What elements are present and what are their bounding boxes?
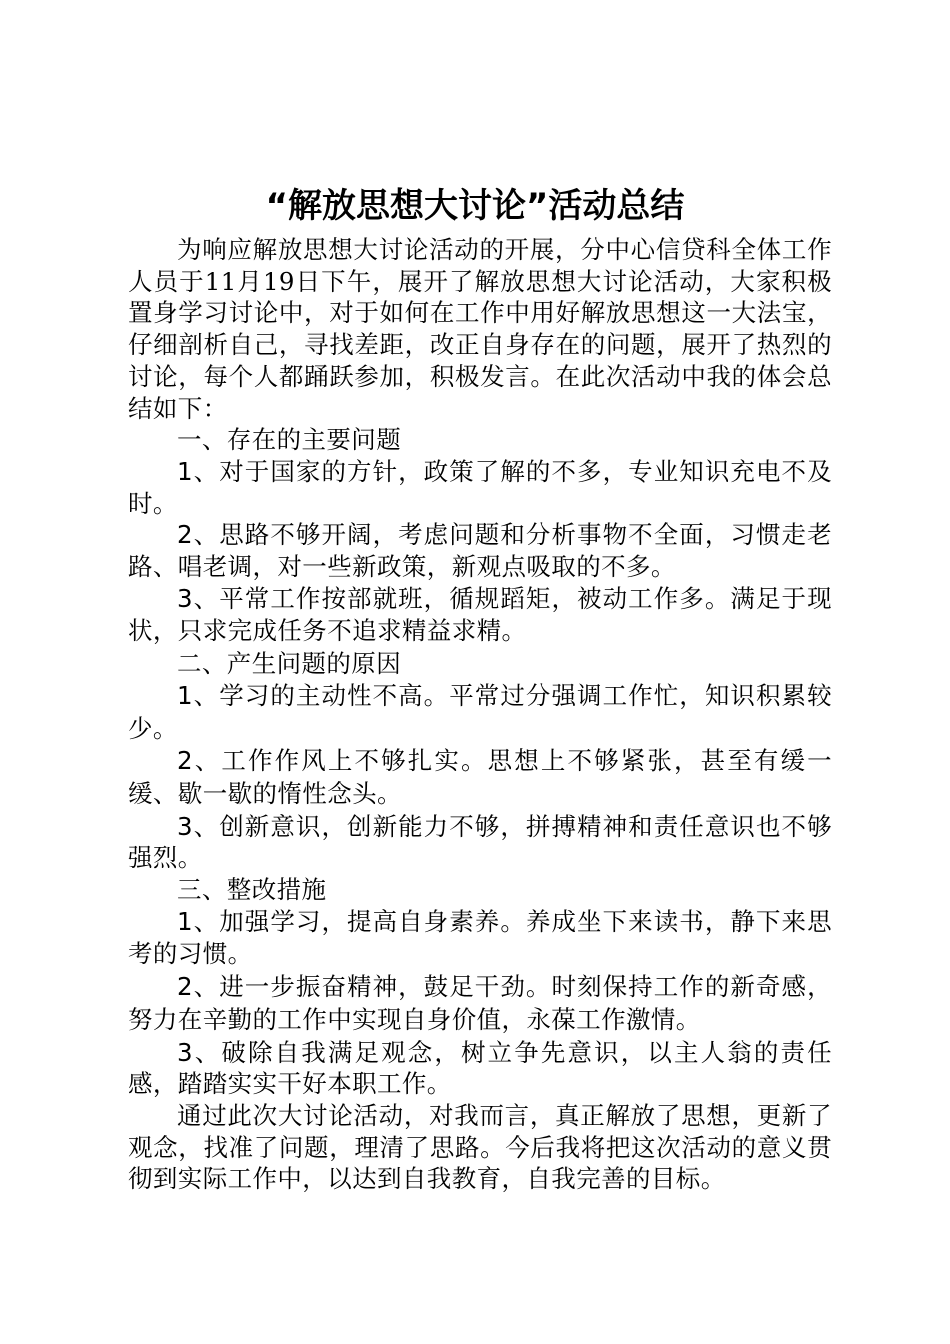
measure-item-1-lead: 1、加强学习，提高自身素养。 [177, 906, 526, 936]
cause-item-2-rest: 思想上不够紧张，甚至有缓一缓、歇一歇的惰性念头。 [128, 746, 832, 808]
measure-item-1 [128, 906, 832, 971]
cause-item-3: 3、创新意识，创新能力不够，拼搏精神和责任意识也不够强烈。 [128, 811, 832, 873]
conclusion-paragraph: 通过此次大讨论活动，对我而言，真正解放了思想，更新了观念，找准了问题，理清了思路。今后我将把这次活动的意义贯彻到实际工作中，以达到自我教育，自我完善的目标。 [128, 1100, 832, 1194]
problem-item-1: 1、对于国家的方针，政策了解的不多，专业知识充电不及时。 [128, 456, 832, 518]
problem-item-3 [128, 583, 832, 648]
measure-item-2-lead: 2、进一步振奋精神，鼓足干劲。 [177, 972, 552, 1002]
document-body [128, 234, 832, 1195]
cause-item-2 [128, 745, 832, 810]
section-heading-problems: 一、存在的主要问题 [177, 425, 402, 455]
intro-paragraph: 为响应解放思想大讨论活动的开展，分中心信贷科全体工作人员于11月19日下午，展开了解放思想大讨论活动，大家积极置身学习讨论中，对于如何在工作中用好解放思想这一大法宝，仔细剖析自己，寻找差距，改正自身存在的问题，展开了热烈的讨论，每个人都踊跃参加，积极发言。在此次活动中我的体会总结如下： [128, 235, 832, 423]
document-title: “解放思想大讨论”活动总结 [265, 186, 685, 226]
section-heading-measures: 三、整改措施 [177, 875, 327, 905]
cause-item-1-lead: 1、学习的主动性不高。 [177, 680, 450, 710]
measure-item-3: 3、破除自我满足观念，树立争先意识，以主人翁的责任感，踏踏实实干好本职工作。 [128, 1037, 832, 1099]
section-heading-causes: 二、产生问题的原因 [177, 649, 402, 679]
measure-item-2 [128, 971, 832, 1036]
cause-item-1 [128, 680, 832, 745]
measure-item-1-rest: 养成坐下来读书，静下来思考的习惯。 [128, 906, 832, 969]
cause-item-1-rest: 平常过分强调工作忙，知识积累较少。 [128, 680, 832, 743]
problem-item-3-lead: 3、平常工作按部就班，循规蹈矩，被动工作多。 [177, 583, 731, 613]
cause-item-2-lead: 2、工作作风上不够扎实。 [177, 746, 488, 776]
measure-item-2-rest: 时刻保持工作的新奇感，努力在辛勤的工作中实现自身价值，永葆工作激情。 [128, 972, 832, 1034]
problem-item-3-rest: 满足于现状，只求完成任务不追求精益求精。 [128, 583, 832, 646]
problem-item-2: 2、思路不够开阔，考虑问题和分析事物不全面，习惯走老路、唱老调，对一些新政策，新观点吸取的不多。 [128, 520, 832, 582]
